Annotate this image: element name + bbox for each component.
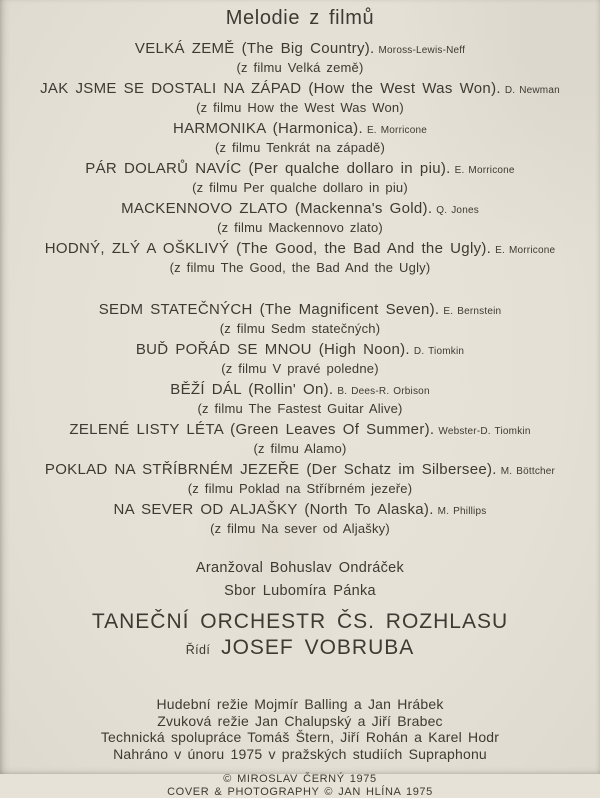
credits-block [8, 559, 592, 663]
conductor-name: JOSEF VOBRUBA [221, 636, 414, 659]
track-film: (z filmu Per qualche dollaro in piu) [8, 180, 592, 196]
track-film: (z filmu How the West Was Won) [8, 100, 592, 116]
track-composer: B. Dees-R. Orbison [337, 386, 429, 397]
track-title-text: PÁR DOLARŮ NAVÍC (Per qualche dollaro in piu). [85, 160, 450, 177]
track-title [8, 239, 592, 260]
track-title-text: POKLAD NA STŘÍBRNÉM JEZEŘE (Der Schatz im Silbersee). [45, 461, 497, 478]
track-composer: E. Bernstein [443, 306, 501, 317]
track-title [8, 199, 592, 220]
track-title [8, 500, 592, 521]
track-title-text: ZELENÉ LISTY LÉTA (Green Leaves Of Summer). [69, 421, 434, 438]
track-film: (z filmu The Fastest Guitar Alive) [8, 401, 592, 417]
track-title-text: BĚŽÍ DÁL (Rollin' On). [170, 381, 333, 398]
track-title-text: HODNÝ, ZLÝ A OŠKLIVÝ (The Good, the Bad And the Ugly). [45, 240, 491, 257]
track-item [8, 420, 592, 457]
track-film: (z filmu Poklad na Stříbrném jezeře) [8, 481, 592, 497]
track-title-text: VELKÁ ZEMĚ (The Big Country). [135, 40, 375, 57]
track-composer: D. Newman [505, 85, 560, 96]
track-title [8, 340, 592, 361]
track-composer: Webster-D. Tiomkin [438, 426, 530, 437]
production-credit: Nahráno v únoru 1975 v pražských studiích Supraphonu [8, 746, 592, 763]
track-title [8, 119, 592, 140]
track-title-text: BUĎ POŘÁD SE MNOU (High Noon). [136, 341, 410, 358]
album-title: Melodie z filmů [8, 6, 592, 30]
track-composer: Q. Jones [436, 205, 479, 216]
track-title-text: JAK JSME SE DOSTALI NA ZÁPAD (How the West Was Won). [40, 80, 501, 97]
track-title [8, 460, 592, 481]
track-title [8, 300, 592, 321]
track-item [8, 199, 592, 236]
production-credits [8, 696, 592, 762]
track-item [8, 119, 592, 156]
side-b-tracklist [8, 300, 592, 537]
track-film: (z filmu Tenkrát na západě) [8, 140, 592, 156]
track-title [8, 159, 592, 180]
track-composer: E. Morricone [495, 245, 555, 256]
conductor-line [8, 635, 592, 663]
track-item [8, 460, 592, 497]
track-composer: E. Morricone [367, 125, 427, 136]
track-item [8, 500, 592, 537]
track-film: (z filmu Mackennovo zlato) [8, 220, 592, 236]
track-item [8, 380, 592, 417]
track-film: (z filmu Sedm statečných) [8, 321, 592, 337]
track-item [8, 159, 592, 196]
track-title [8, 380, 592, 401]
track-film: (z filmu V pravé poledne) [8, 361, 592, 377]
track-composer: M. Böttcher [501, 466, 555, 477]
production-credit: Hudební režie Mojmír Balling a Jan Hrábek [8, 696, 592, 713]
production-credit: Zvuková režie Jan Chalupský a Jiří Brabec [8, 713, 592, 730]
track-item [8, 340, 592, 377]
copyright-line: © MIROSLAV ČERNÝ 1975 [8, 773, 592, 786]
track-composer: M. Phillips [438, 506, 487, 517]
side-a-tracklist [8, 39, 592, 276]
track-item [8, 79, 592, 116]
track-title-text: SEDM STATEČNÝCH (The Magnificent Seven). [99, 301, 440, 318]
track-item [8, 39, 592, 76]
choir-credit: Sbor Lubomíra Pánka [8, 582, 592, 600]
track-film: (z filmu The Good, the Bad And the Ugly) [8, 260, 592, 276]
track-item [8, 239, 592, 276]
track-composer: D. Tiomkin [414, 346, 464, 357]
track-title-text: NA SEVER OD ALJAŠKY (North To Alaska). [114, 501, 434, 518]
track-title [8, 420, 592, 441]
arranger-credit: Aranžoval Bohuslav Ondráček [8, 559, 592, 577]
orchestra-name: TANEČNÍ ORCHESTR ČS. ROZHLASU [8, 609, 592, 635]
conductor-prefix: Řídí [186, 643, 211, 657]
track-film: (z filmu Na sever od Aljašky) [8, 521, 592, 537]
copyright-line: COVER & PHOTOGRAPHY © JAN HLÍNA 1975 [8, 786, 592, 798]
copyright-block [8, 773, 592, 798]
track-film: (z filmu Alamo) [8, 441, 592, 457]
track-title [8, 79, 592, 100]
track-composer: Moross-Lewis-Neff [379, 45, 466, 56]
track-film: (z filmu Velká země) [8, 60, 592, 76]
track-title [8, 39, 592, 60]
track-composer: E. Morricone [455, 165, 515, 176]
track-title-text: MACKENNOVO ZLATO (Mackenna's Gold). [121, 200, 432, 217]
production-credit: Technická spolupráce Tomáš Štern, Jiří Rohán a Karel Hodr [8, 729, 592, 746]
track-item [8, 300, 592, 337]
track-title-text: HARMONIKA (Harmonica). [173, 120, 363, 137]
